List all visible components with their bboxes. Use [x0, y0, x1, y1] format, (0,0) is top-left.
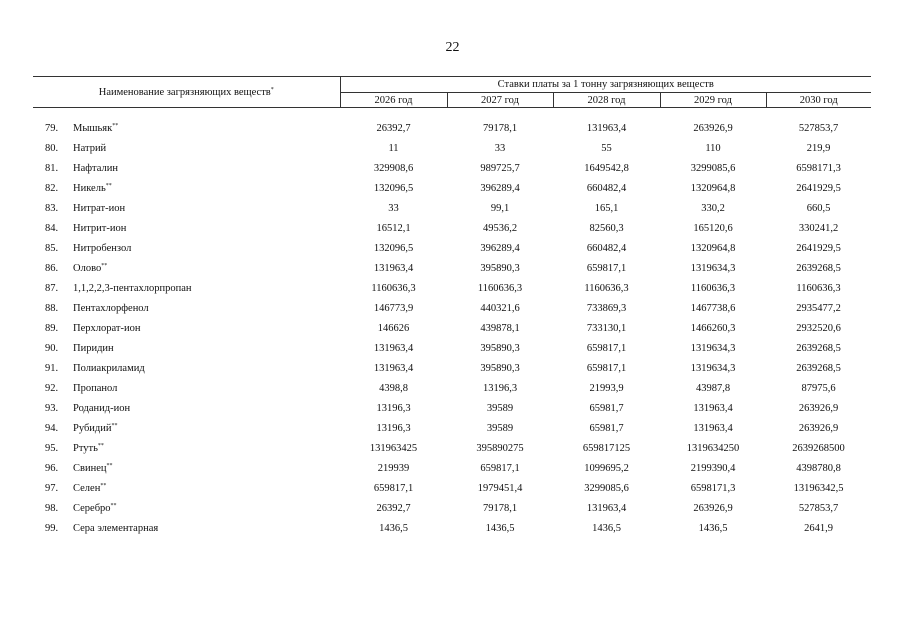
- rate-cell: 26392,7: [376, 502, 411, 514]
- rate-cell: 527853,7: [798, 502, 839, 514]
- rate-cell: 131963,4: [586, 502, 627, 514]
- substance-name: [73, 298, 340, 318]
- rate-cell: 1160636,3: [584, 282, 629, 294]
- year-header: 2028 год: [553, 93, 660, 108]
- rate-cell: 65981,7: [589, 422, 624, 434]
- substance-name-text: Свинец: [73, 462, 107, 474]
- rate-cell: 1319634250: [686, 442, 740, 454]
- row-number: 98.: [45, 502, 59, 514]
- row-number: 86.: [45, 262, 59, 274]
- table-row: [33, 438, 871, 458]
- footnote-mark: **: [101, 262, 108, 269]
- substance-name-text: 1,1,2,2,3-пентахлорпропан: [73, 282, 192, 294]
- rate-cell: 13196342,5: [793, 482, 844, 494]
- rate-cell: 49536,2: [482, 222, 518, 234]
- rate-cell: 733869,3: [586, 302, 627, 314]
- row-number: 89.: [45, 322, 59, 334]
- row-number: 90.: [45, 342, 59, 354]
- rate-cell: 146773,9: [373, 302, 414, 314]
- page-number: 22: [445, 40, 460, 55]
- rate-cell: 1319634,3: [690, 362, 736, 374]
- rate-cell: 329908,6: [373, 162, 414, 174]
- rate-cell: 395890,3: [480, 362, 520, 374]
- rate-cell: 396289,4: [480, 182, 520, 194]
- year-header: 2027 год: [447, 93, 553, 108]
- row-number: 99.: [45, 522, 59, 534]
- rate-cell: 79178,1: [482, 122, 518, 134]
- table-row: [33, 218, 871, 238]
- rate-cell: 330241,2: [798, 222, 839, 234]
- substance-name-text: Сера элементарная: [73, 522, 159, 534]
- rate-cell: 13196,3: [376, 422, 411, 434]
- rate-cell: 3299085,6: [690, 162, 736, 174]
- rate-cell: 146626: [377, 322, 410, 334]
- table-body: [33, 118, 871, 538]
- rate-cell: 1436,5: [379, 522, 408, 534]
- row-number: 91.: [45, 362, 59, 374]
- rate-cell: 99,1: [490, 202, 510, 214]
- substance-name-text: Нафталин: [73, 162, 118, 174]
- substance-name: [73, 258, 340, 278]
- table-row: [33, 518, 871, 538]
- substance-name-text: Нитрит-ион: [73, 222, 127, 234]
- table-row: [33, 278, 871, 298]
- substance-name: [73, 338, 340, 358]
- rate-cell: 396289,4: [480, 242, 520, 254]
- rate-cell: 440321,6: [480, 302, 520, 314]
- table-row: [33, 178, 871, 198]
- substance-name: [73, 458, 340, 478]
- row-number: 87.: [45, 282, 59, 294]
- rate-cell: 16512,1: [376, 222, 411, 234]
- rate-cell: 263926,9: [798, 402, 839, 414]
- row-number: 92.: [45, 382, 59, 394]
- rate-cell: 132096,5: [373, 182, 414, 194]
- substance-name-text: Пропанол: [73, 382, 118, 394]
- rate-cell: 65981,7: [589, 402, 624, 414]
- rate-cell: 4398780,8: [796, 462, 841, 474]
- row-number: 83.: [45, 202, 59, 214]
- footnote-mark: **: [105, 182, 112, 189]
- rate-cell: 2639268,5: [796, 342, 841, 354]
- table-row: [33, 478, 871, 498]
- rate-cell: 659817,1: [586, 342, 627, 354]
- rate-cell: 131963,4: [693, 402, 733, 414]
- table-row: [33, 318, 871, 338]
- rate-cell: 2639268,5: [796, 262, 841, 274]
- rate-cell: 2639268,5: [796, 362, 841, 374]
- rate-cell: 263926,9: [693, 122, 733, 134]
- substance-name-text: Роданид-ион: [73, 402, 131, 414]
- substance-name: [73, 398, 340, 418]
- rate-cell: 3299085,6: [584, 482, 629, 494]
- rate-cell: 263926,9: [798, 422, 839, 434]
- rate-cell: 2641929,5: [796, 182, 841, 194]
- rate-cell: 131963,4: [373, 262, 414, 274]
- rate-cell: 1160636,3: [796, 282, 841, 294]
- rate-cell: 87975,6: [801, 382, 836, 394]
- rate-cell: 6598171,3: [690, 482, 736, 494]
- table-row: [33, 458, 871, 478]
- footnote-mark: **: [111, 422, 118, 429]
- rate-cell: 1160636,3: [690, 282, 736, 294]
- table-row: [33, 238, 871, 258]
- rate-cell: 4398,8: [379, 382, 408, 394]
- rate-cell: 6598171,3: [796, 162, 841, 174]
- substance-name: [73, 238, 340, 258]
- substance-name: [73, 158, 340, 178]
- rate-cell: 219,9: [806, 142, 831, 154]
- rate-cell: 131963425: [369, 442, 418, 454]
- row-number: 80.: [45, 142, 59, 154]
- substance-name: [73, 478, 340, 498]
- table-row: [33, 258, 871, 278]
- rate-cell: 659817,1: [586, 262, 627, 274]
- rate-cell: 527853,7: [798, 122, 839, 134]
- rate-cell: 11: [388, 142, 399, 154]
- rate-cell: 131963,4: [373, 362, 414, 374]
- substance-name: [73, 178, 340, 198]
- rate-cell: 79178,1: [482, 502, 518, 514]
- table-row: [33, 198, 871, 218]
- rate-cell: 165,1: [594, 202, 619, 214]
- substance-name-text: Мышьяк: [73, 122, 113, 134]
- row-number: 88.: [45, 302, 59, 314]
- year-header: 2026 год: [340, 93, 447, 108]
- rates-group-header: Ставки платы за 1 тонну загрязняющих веществ: [340, 77, 871, 93]
- rate-cell: 1466260,3: [690, 322, 736, 334]
- substance-name-text: Перхлорат-ион: [73, 322, 141, 334]
- rate-cell: 1436,5: [698, 522, 728, 534]
- row-number: 84.: [45, 222, 59, 234]
- rate-cell: 13196,3: [482, 382, 518, 394]
- rate-cell: 2935477,2: [796, 302, 841, 314]
- substance-name: [73, 498, 340, 518]
- row-number: 79.: [45, 122, 59, 134]
- rate-cell: 33: [388, 202, 399, 214]
- rate-cell: 1320964,8: [690, 182, 736, 194]
- footnote-mark: **: [100, 482, 107, 489]
- substance-name-text: Пентахлорфенол: [73, 302, 149, 314]
- substance-name: [73, 218, 340, 238]
- footnote-mark: **: [112, 122, 119, 129]
- substance-name-text: Серебро: [73, 502, 111, 514]
- rate-cell: 263926,9: [693, 502, 733, 514]
- rate-cell: 660482,4: [586, 182, 627, 194]
- rate-cell: 2932520,6: [796, 322, 841, 334]
- substance-name: [73, 118, 340, 138]
- year-header: 2030 год: [766, 93, 871, 108]
- row-number: 97.: [45, 482, 59, 494]
- rate-cell: 1099695,2: [584, 462, 629, 474]
- rate-cell: 131963,4: [693, 422, 733, 434]
- year-header: 2029 год: [660, 93, 766, 108]
- footnote-mark: **: [110, 502, 117, 509]
- substance-name-text: Натрий: [73, 142, 107, 154]
- row-number: 82.: [45, 182, 59, 194]
- substance-name-text: Нитробензол: [73, 242, 132, 254]
- rate-cell: 989725,7: [480, 162, 520, 174]
- rate-cell: 110: [705, 142, 721, 154]
- rate-cell: 439878,1: [480, 322, 520, 334]
- rate-cell: 13196,3: [376, 402, 411, 414]
- rate-cell: 1649542,8: [584, 162, 629, 174]
- rate-cell: 1160636,3: [477, 282, 523, 294]
- rate-cell: 26392,7: [376, 122, 411, 134]
- substance-name-text: Селен: [73, 482, 101, 494]
- row-number: 85.: [45, 242, 59, 254]
- rate-cell: 395890,3: [480, 342, 520, 354]
- rate-cell: 1979451,4: [477, 482, 523, 494]
- table-row: [33, 138, 871, 158]
- rate-cell: 82560,3: [589, 222, 624, 234]
- footnote-mark: **: [106, 462, 113, 469]
- rate-cell: 43987,8: [695, 382, 731, 394]
- substance-name: [73, 198, 340, 218]
- table-row: [33, 298, 871, 318]
- substance-name-text: Ртуть: [73, 442, 98, 454]
- rate-cell: 2199390,4: [690, 462, 736, 474]
- substance-name: [73, 278, 340, 298]
- substance-name-text: Никель: [73, 182, 106, 194]
- substance-name-text: Олово: [73, 262, 102, 274]
- rate-cell: 659817,1: [480, 462, 520, 474]
- row-number: 93.: [45, 402, 59, 414]
- rate-cell: 660,5: [806, 202, 831, 214]
- rate-cell: 330,2: [701, 202, 725, 214]
- substance-name-header: Наименование загрязняющих веществ*: [33, 77, 340, 108]
- rate-cell: 39589: [486, 402, 514, 414]
- rate-cell: 2639268500: [792, 442, 845, 454]
- substance-name: [73, 358, 340, 378]
- rate-cell: 55: [601, 142, 612, 154]
- rate-cell: 660482,4: [586, 242, 627, 254]
- substance-name: [73, 438, 340, 458]
- rate-cell: 395890275: [476, 442, 524, 454]
- rate-cell: 1319634,3: [690, 342, 736, 354]
- rate-cell: 1436,5: [485, 522, 515, 534]
- rate-cell: 2641,9: [804, 522, 833, 534]
- footnote-mark: **: [97, 442, 104, 449]
- rate-cell: 659817,1: [373, 482, 414, 494]
- substance-name: [73, 318, 340, 338]
- rate-cell: 131963,4: [586, 122, 627, 134]
- table-row: [33, 118, 871, 138]
- rate-cell: 1319634,3: [690, 262, 736, 274]
- rate-cell: 21993,9: [589, 382, 624, 394]
- rate-cell: 659817125: [582, 442, 631, 454]
- rate-cell: 1436,5: [592, 522, 621, 534]
- pollutant-rates-table: [33, 76, 871, 538]
- rate-cell: 33: [494, 142, 506, 154]
- rate-cell: 1320964,8: [690, 242, 736, 254]
- substance-name-text: Рубидий: [73, 422, 112, 434]
- table-row: [33, 338, 871, 358]
- row-number: 96.: [45, 462, 59, 474]
- table-row: [33, 498, 871, 518]
- rate-cell: 132096,5: [373, 242, 414, 254]
- rate-cell: 733130,1: [586, 322, 627, 334]
- rate-cell: 395890,3: [480, 262, 520, 274]
- rate-cell: 165120,6: [693, 222, 733, 234]
- substance-name: [73, 518, 340, 538]
- row-number: 81.: [45, 162, 59, 174]
- rate-cell: 131963,4: [373, 342, 414, 354]
- rate-cell: 2641929,5: [796, 242, 841, 254]
- substance-name-text: Нитрат-ион: [73, 202, 126, 214]
- rate-cell: 39589: [486, 422, 514, 434]
- substance-name-text: Полиакриламид: [73, 362, 145, 374]
- rate-cell: 1160636,3: [371, 282, 416, 294]
- rate-cell: 219939: [377, 462, 410, 474]
- table-row: [33, 158, 871, 178]
- substance-name: [73, 378, 340, 398]
- table-row: [33, 358, 871, 378]
- substance-name-text: Пиридин: [73, 342, 114, 354]
- substance-name: [73, 418, 340, 438]
- rate-cell: 659817,1: [586, 362, 627, 374]
- table-row: [33, 418, 871, 438]
- row-number: 94.: [45, 422, 59, 434]
- table-row: [33, 378, 871, 398]
- row-number: 95.: [45, 442, 59, 454]
- rate-cell: 1467738,6: [690, 302, 736, 314]
- substance-name: [73, 138, 340, 158]
- table-row: [33, 398, 871, 418]
